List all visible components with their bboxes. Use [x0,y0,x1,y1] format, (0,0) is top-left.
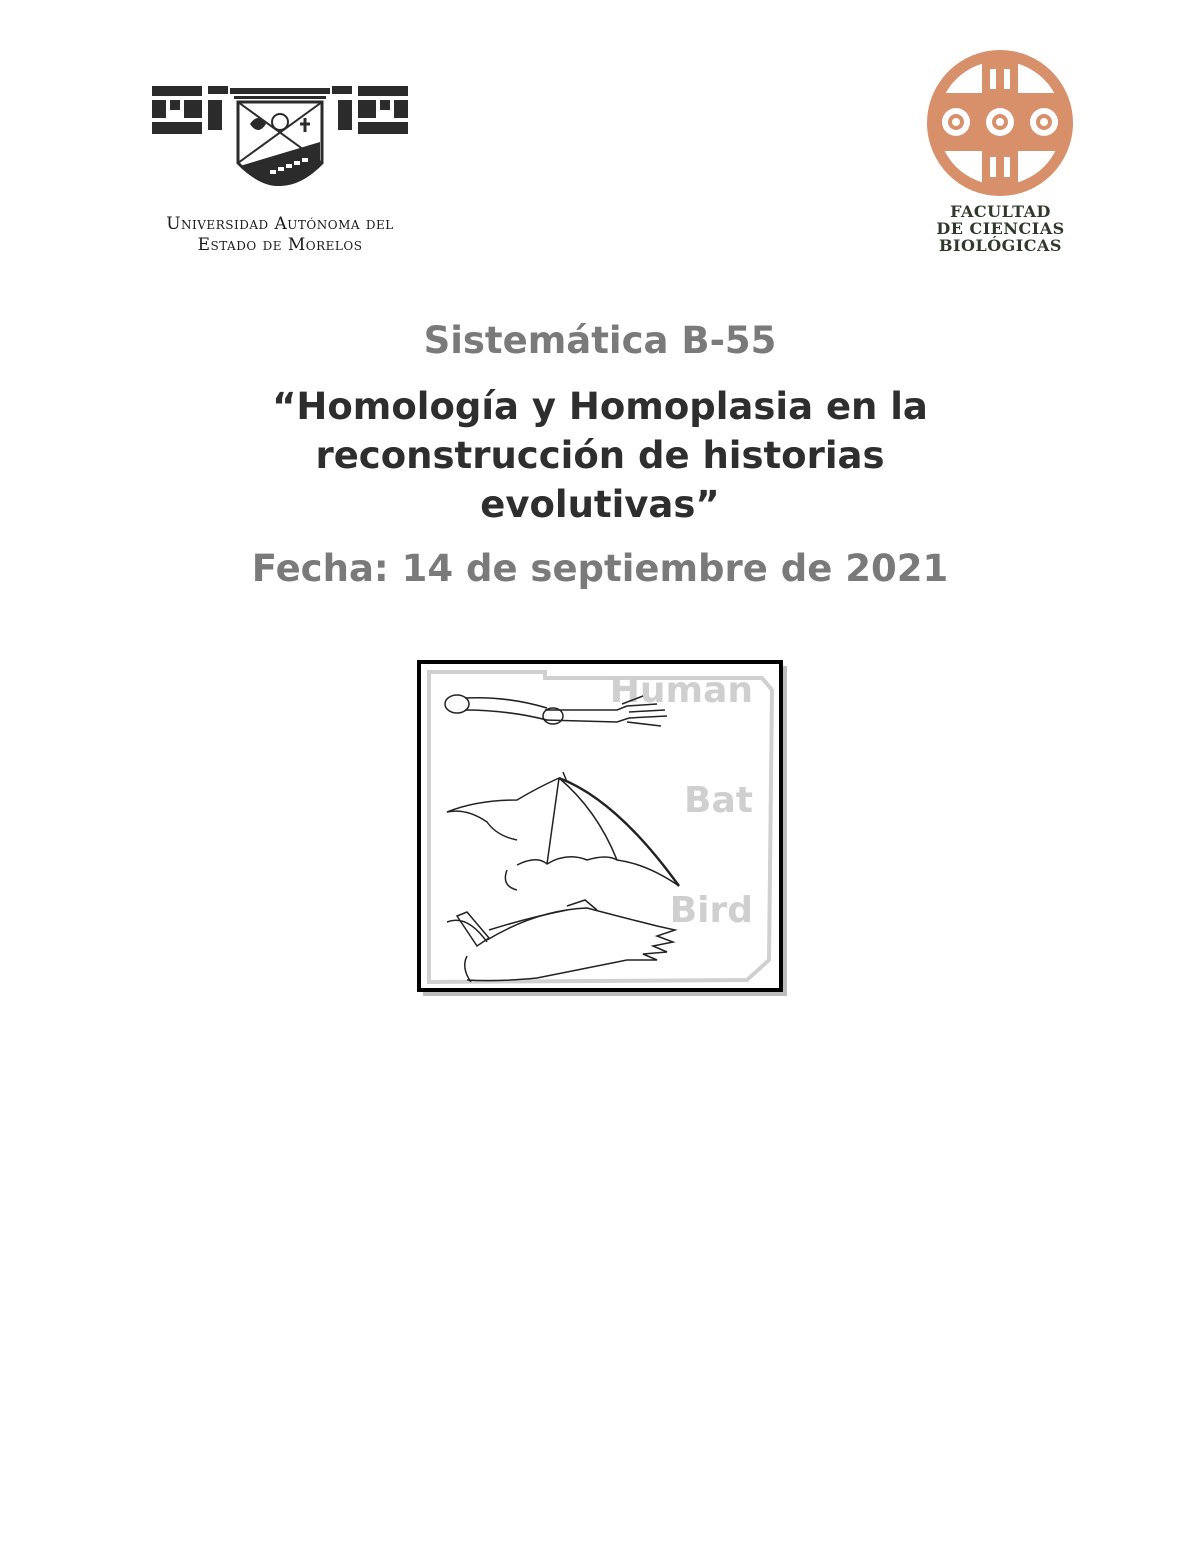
course-title: Sistemática B-55 [423,319,777,362]
faculty-name-line3: BIOLÓGICAS [939,236,1062,255]
uaem-logo [130,78,430,268]
document-title-line: evolutivas” [480,483,720,526]
date-line: Fecha: 14 de septiembre de 2021 [251,547,949,590]
uaem-crest-icon [130,78,430,208]
document-title-line: reconstrucción de historias [315,434,885,477]
faculty-logo [918,45,1083,260]
document-title [0,382,1200,529]
faculty-emblem-icon [918,45,1083,200]
limb-homology-illustration [417,660,789,998]
figure-label-human: Human [609,670,753,711]
document-title-line: “Homología y Homoplasia en la [272,385,928,428]
figure-label-bat: Bat [684,780,753,821]
figure-label-bird: Bird [669,890,753,931]
university-name-line1: Universidad Autónoma del [166,214,394,234]
faculty-name-line2: DE CIENCIAS [936,219,1065,238]
faculty-name-line1: FACULTAD [950,202,1051,221]
homology-figure [417,660,789,998]
university-name-line2: Estado de Morelos [197,235,363,255]
